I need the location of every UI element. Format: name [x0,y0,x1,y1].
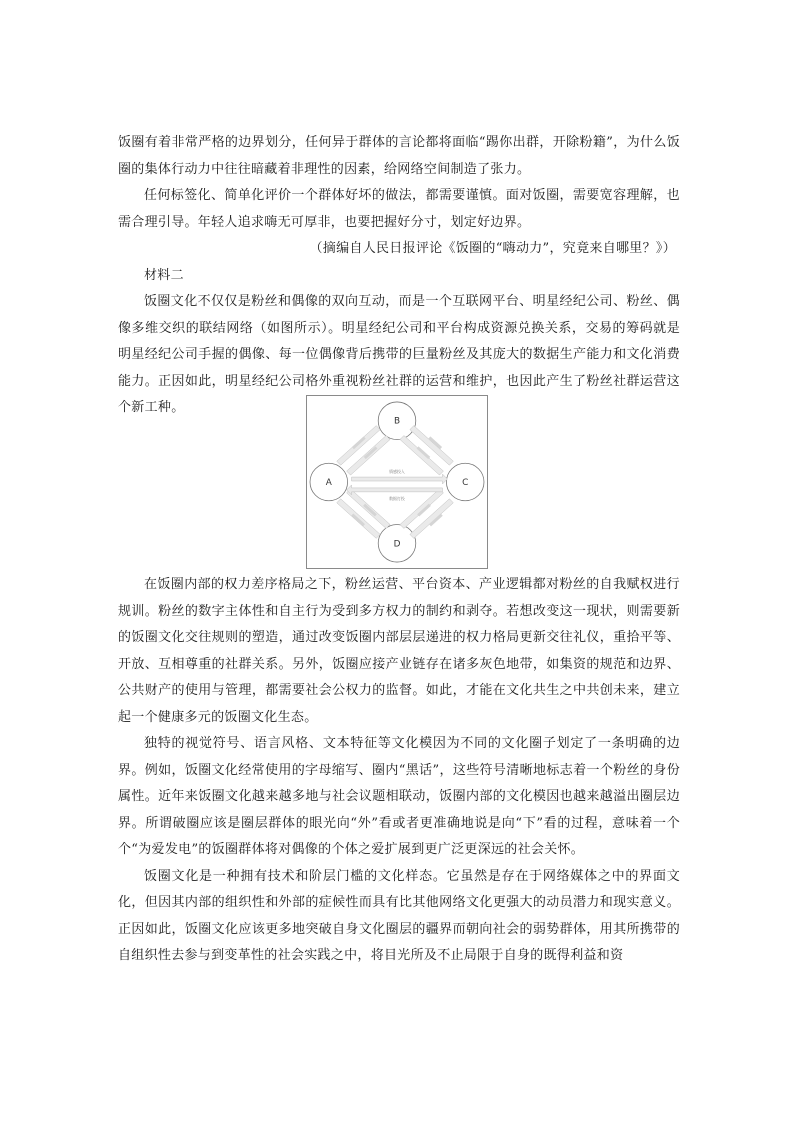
arrows-a-d [337,489,390,538]
source-citation: （摘编自人民日报评论《饭圈的“嗨动力”，究竟来自哪里？》） [309,241,676,256]
paragraph-1: 饭圈有着非常严格的边界划分，任何异于群体的言论都将面临“踢你出群，开除粉籍”，为什么饭圈的集体行动力中往往暗藏着非理性的因素，给网络空间制造了张力。 [118,135,680,177]
diagram-label-d: D [393,539,401,550]
diagram-center-top-label: 情感投入 [389,469,405,475]
paragraph-5: 独特的视觉符号、语言风格、文本特征等文化模因为不同的文化圈子划定了一条明确的边界。例如，饭圈文化经常使用的字母缩写、圈内“黑话”，这些符号清晰地标志着一个粉丝的身份属性。近年来饭圈文化越来越多地与社会议题相联动，饭圈内部的文化模因也越来越溢出圈层边界。所谓破圈应该是圈层群体的眼光向“外”看或者更准确地说是向“下”看的过程，意味着一个个“为爱发电”的饭圈群体将对偶像的个体之爱扩展到更广泛更深远的社会关怀。 [118,736,680,857]
diagram-center-bottom-label: 数据打投 [389,495,405,501]
arrows-a-c [347,474,448,495]
relationship-diagram [306,395,488,569]
arrow-captions [351,436,443,526]
diagram-label-c: C [462,477,469,488]
paragraph-4: 在饭圈内部的权力差序格局之下，粉丝运营、平台资本、产业逻辑都对粉丝的自我赋权进行规训。粉丝的数字主体性和自主行为受到多方权力的制约和剥夺。若想改变这一现状，则需要新的饭圈文化交往规则的塑造，通过改变饭圈内部层层递进的权力格局更新交往礼仪，重拾平等、开放、互相尊重的社群关系。另外，饭圈应接产业链存在诸多灰色地带，如集资的规范和边界、公共财产的使用与管理，都需要社会公权力的监督。如此，才能在文化共生之中共创未来，建立起一个健康多元的饭圈文化生态。 [118,577,680,725]
paragraph-3: 饭圈文化不仅仅是粉丝和偶像的双向互动，而是一个互联网平台、明星经纪公司、粉丝、偶像多维交织的联结网络（如图所示）。明星经纪公司和平台构成资源兑换关系，交易的筹码就是明星经纪公司手握的偶像、每一位偶像背后携带的巨量粉丝及其庞大的数据生产能力和文化消费能力。正因如此，明星经纪公司格外重视粉丝社群的运营和维护，也因此产生了粉丝社群运营这个新工种。 [118,294,680,415]
material-heading: 材料二 [144,267,184,283]
diagram-label-b: B [393,416,401,427]
diagram-label-a: A [325,477,332,488]
paragraph-6: 饭圈文化是一种拥有技术和阶层门槛的文化样态。它虽然是存在于网络媒体之中的界面文化，但因其内部的组织性和外部的症候性而具有比其他网络文化更强大的动员潜力和现实意义。正因如此，饭圈文化应该更多地突破自身文化圈层的疆界而朝向社会的弱势群体，用其所携带的自组织性去参与到变革性的社会实践之中，将目光所及不止局限于自身的既得利益和资 [118,868,680,963]
text-section-bottom [118,572,680,970]
paragraph-2: 任何标签化、简单化评价一个群体好坏的做法，都需要谨慎。面对饭圈，需要宽容理解，也需合理引导。年轻人追求嗨无可厚非，也要把握好分寸，划定好边界。 [118,188,680,230]
text-section-top [118,130,680,422]
arrows-a-b [337,426,390,475]
diagram-svg [307,396,487,568]
